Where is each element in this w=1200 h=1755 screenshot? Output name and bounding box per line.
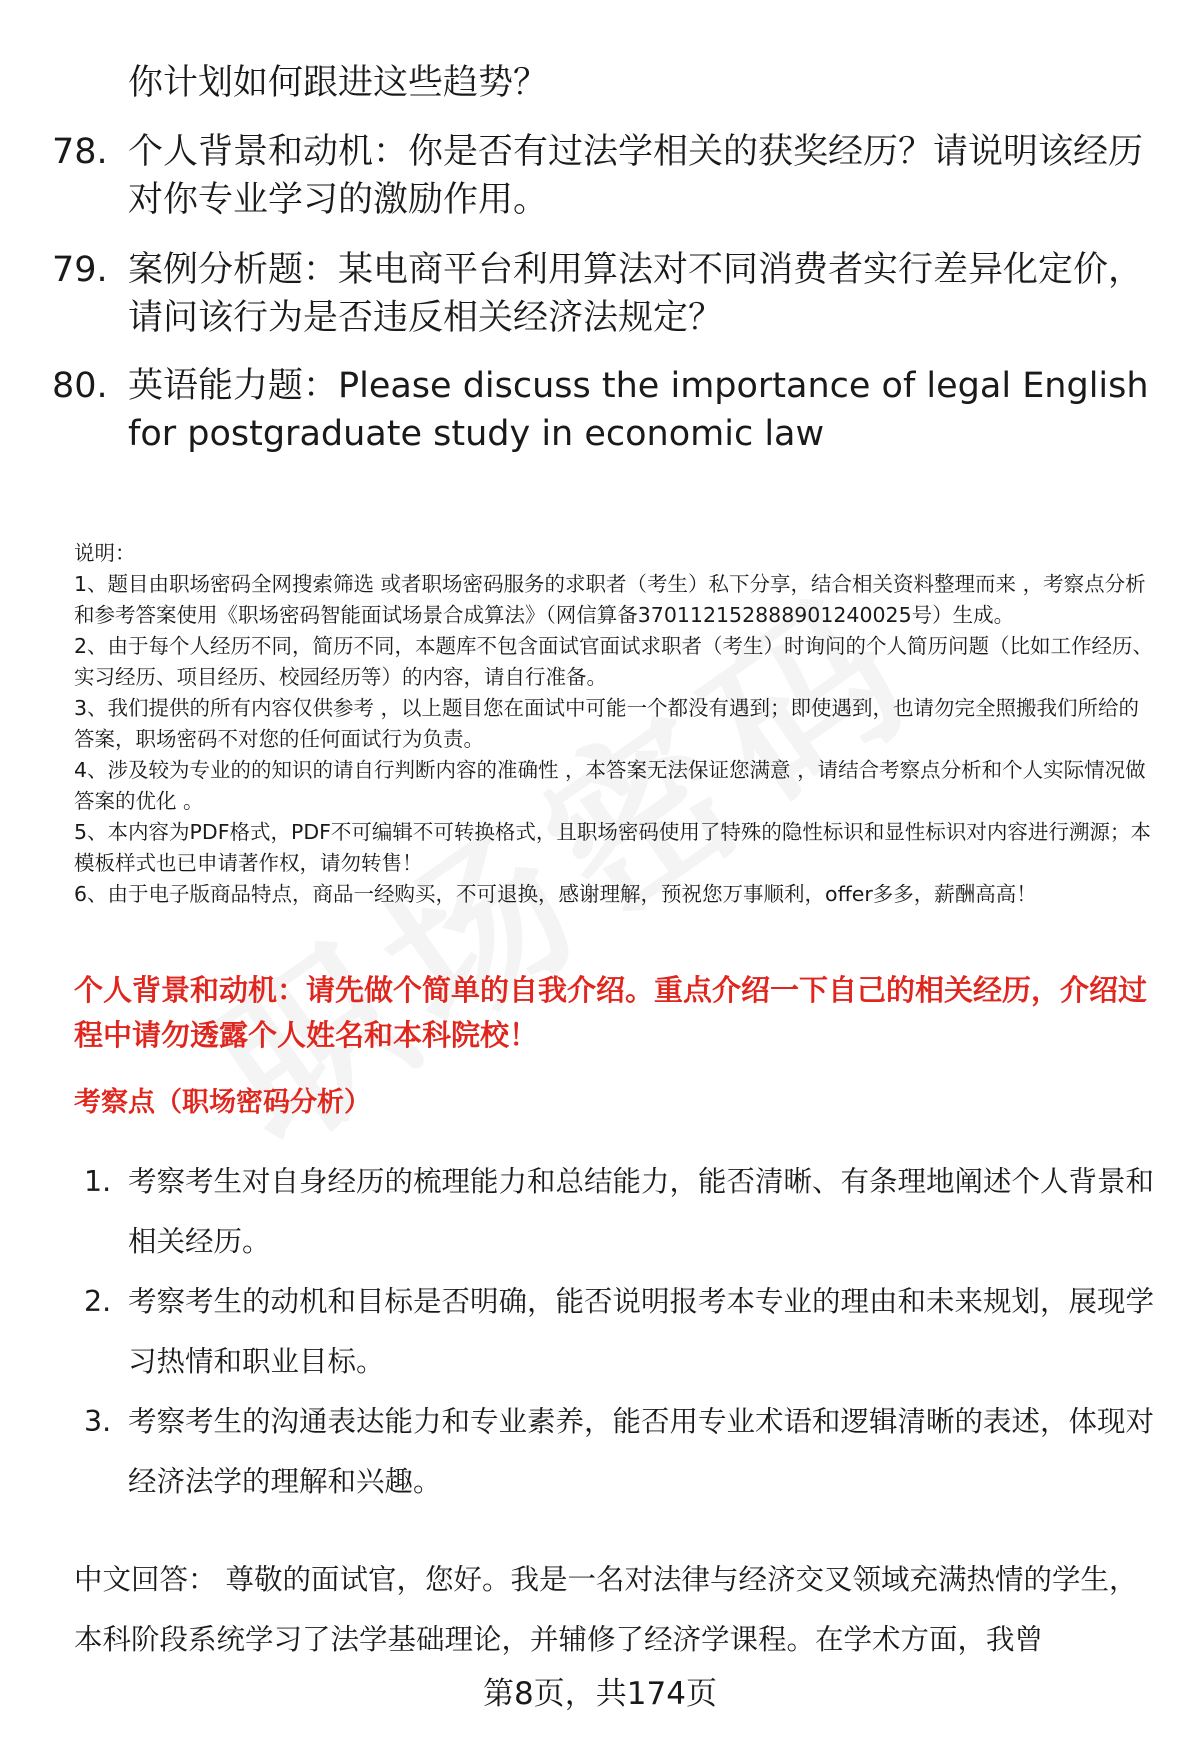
page-footer: 第8页，共174页 <box>483 1676 717 1712</box>
question-number: 80. <box>52 366 108 406</box>
list-item-number: 2. <box>84 1285 112 1318</box>
exam-points-list <box>74 1152 1156 1512</box>
notes-section <box>74 538 1156 910</box>
note-item: 2、由于每个人经历不同，简历不同，本题库不包含面试官面试求职者（考生）时询问的个人简历问题（比如工作经历、实习经历、项目经历、校园经历等）的内容，请自行准备。 <box>74 634 1154 689</box>
question-text: 个人背景和动机：你是否有过法学相关的获奖经历？请说明该经历对你专业学习的激励作用。 <box>128 132 1144 220</box>
list-item-text: 考察考生对自身经历的梳理能力和总结能力，能否清晰、有条理地阐述个人背景和相关经历。 <box>128 1165 1155 1258</box>
question-text: 案例分析题：某电商平台利用算法对不同消费者实行差异化定价，请问该行为是否违反相关经济法规定？ <box>128 250 1144 338</box>
note-item: 6、由于电子版商品特点，商品一经购买，不可退换，感谢理解，预祝您万事顺利，offer多多，薪酬高高！ <box>74 882 1037 906</box>
continued-question-text: 你计划如何跟进这些趋势？ <box>128 63 549 103</box>
list-item-number: 1. <box>84 1165 112 1198</box>
question-text: 英语能力题：Please discuss the importance of legal English for postgraduate study in economic law <box>128 366 1149 454</box>
question-79 <box>52 246 1152 342</box>
question-number: 78. <box>52 132 108 172</box>
answer-text: 中文回答： 尊敬的面试官，您好。我是一名对法律与经济交叉领域充满热情的学生，本科阶段系统学习了法学基础理论，并辅修了经济学课程。在学术方面，我曾 <box>74 1563 1138 1656</box>
notes-title: 说明： <box>74 541 136 565</box>
note-item: 4、涉及较为专业的的知识的请自行判断内容的准确性 ，本答案无法保证您满意 ，请结合考察点分析和个人实际情况做答案的优化 。 <box>74 758 1146 813</box>
list-item-text: 考察考生的沟通表达能力和专业素养，能否用专业术语和逻辑清晰的表述，体现对经济法学的理解和兴趣。 <box>128 1405 1155 1498</box>
list-item-text: 考察考生的动机和目标是否明确，能否说明报考本专业的理由和未来规划，展现学习热情和职业目标。 <box>128 1285 1155 1378</box>
list-item <box>74 1152 1156 1272</box>
note-item: 1、题目由职场密码全网搜索筛选 或者职场密码服务的求职者（考生）私下分享，结合相关资料整理而来 ，考察点分析和参考答案使用《职场密码智能面试场景合成算法》（网信算备370112152888901240025号）生成。 <box>74 572 1146 627</box>
question-number: 79. <box>52 250 108 290</box>
list-item <box>74 1392 1156 1512</box>
list-item-number: 3. <box>84 1405 112 1438</box>
question-80 <box>52 362 1152 458</box>
featured-question: 个人背景和动机：请先做个简单的自我介绍。重点介绍一下自己的相关经历，介绍过程中请勿透露个人姓名和本科院校！ <box>74 973 1148 1052</box>
note-item: 3、我们提供的所有内容仅供参考 ，以上题目您在面试中可能一个都没有遇到；即使遇到，也请勿完全照搬我们所给的答案，职场密码不对您的任何面试行为负责。 <box>74 696 1140 751</box>
note-item: 5、本内容为PDF格式，PDF不可编辑不可转换格式，且职场密码使用了特殊的隐性标识和显性标识对内容进行溯源；本模板样式也已申请著作权，请勿转售！ <box>74 820 1151 875</box>
list-item <box>74 1272 1156 1392</box>
question-78 <box>52 128 1152 224</box>
exam-points-title: 考察点（职场密码分析） <box>74 1087 371 1118</box>
